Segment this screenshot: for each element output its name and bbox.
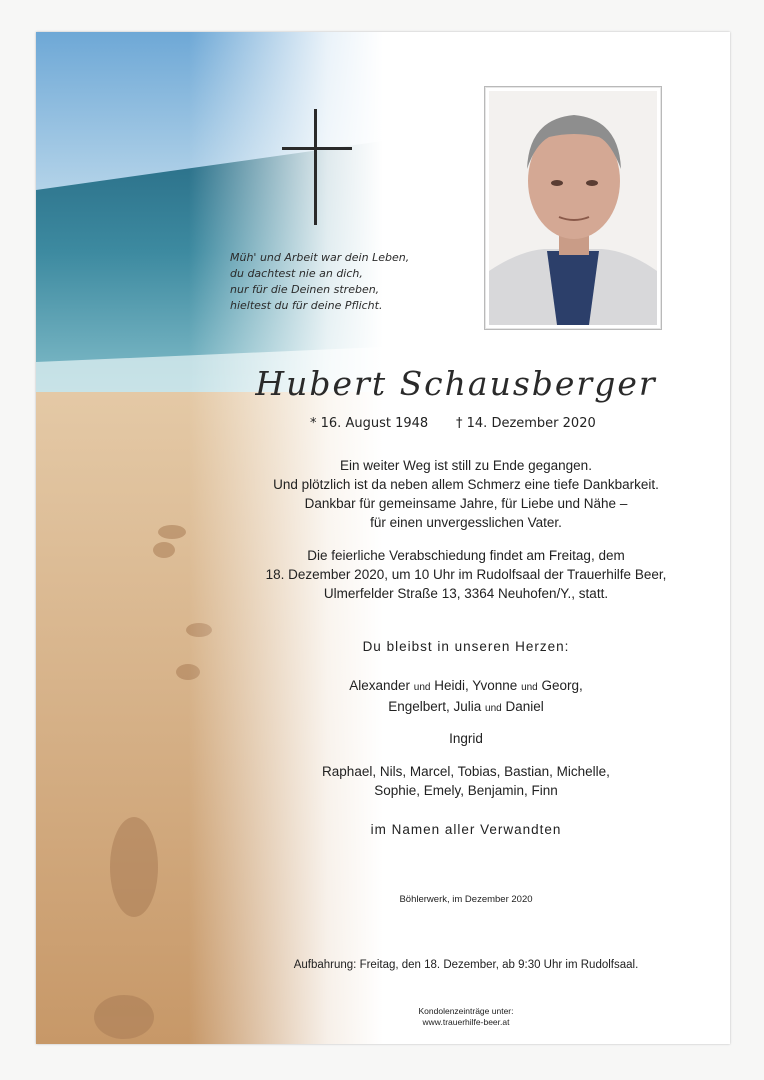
death-date: † 14. Dezember 2020 (456, 416, 596, 431)
heart-line: Du bleibst in unseren Herzen: (362, 639, 570, 654)
portrait-photo (489, 91, 657, 325)
message-line: Dankbar für gemeinsame Jahre, für Liebe und Nähe – (304, 496, 628, 511)
message-line: Ein weiter Weg ist still zu Ende gegangen. (340, 458, 592, 473)
verse-line: du dachtest nie an dich, (230, 267, 363, 280)
family-line-1: Alexander und Heidi, Yvonne und Georg, (349, 678, 583, 693)
grandchildren-line: Raphael, Nils, Marcel, Tobias, Bastian, Michelle, (322, 764, 610, 779)
verse (230, 250, 450, 314)
family-list (226, 676, 706, 718)
family-ingrid: Ingrid (449, 731, 483, 746)
birth-date: * 16. August 1948 (310, 416, 429, 431)
condolence (226, 1006, 706, 1028)
ceremony-line: Die feierliche Verabschiedung findet am Freitag, dem (307, 548, 625, 563)
verse-line: nur für die Deinen streben, (230, 283, 380, 296)
message-line: Und plötzlich ist da neben allem Schmerz eine tiefe Dankbarkeit. (273, 477, 659, 492)
condolence-url[interactable]: www.trauerhilfe-beer.at (422, 1017, 510, 1027)
relatives-line: im Namen aller Verwandten (370, 822, 562, 837)
family-line-2: Engelbert, Julia und Daniel (388, 699, 544, 714)
viewing-info: Aufbahrung: Freitag, den 18. Dezember, ab 9:30 Uhr im Rudolfsaal. (293, 959, 639, 971)
grandchildren-line: Sophie, Emely, Benjamin, Finn (374, 783, 558, 798)
cross-icon (282, 109, 352, 225)
message-line: für einen unvergesslichen Vater. (370, 515, 562, 530)
place-date: Böhlerwerk, im Dezember 2020 (399, 894, 533, 905)
obituary-card (36, 32, 730, 1044)
condolence-label: Kondolenzeinträge unter: (418, 1006, 514, 1016)
verse-line: hieltest du für deine Pflicht. (230, 299, 383, 312)
verse-line: Müh' und Arbeit war dein Leben, (230, 251, 410, 264)
deceased-name: Hubert Schausberger (255, 364, 657, 403)
ceremony-line: Ulmerfelder Straße 13, 3364 Neuhofen/Y., statt. (323, 586, 609, 601)
ceremony-line: 18. Dezember 2020, um 10 Uhr im Rudolfsaal der Trauerhilfe Beer, (265, 567, 667, 582)
ceremony-info (226, 546, 706, 603)
portrait-frame (484, 86, 662, 330)
grandchildren (226, 762, 706, 800)
message (226, 456, 706, 532)
